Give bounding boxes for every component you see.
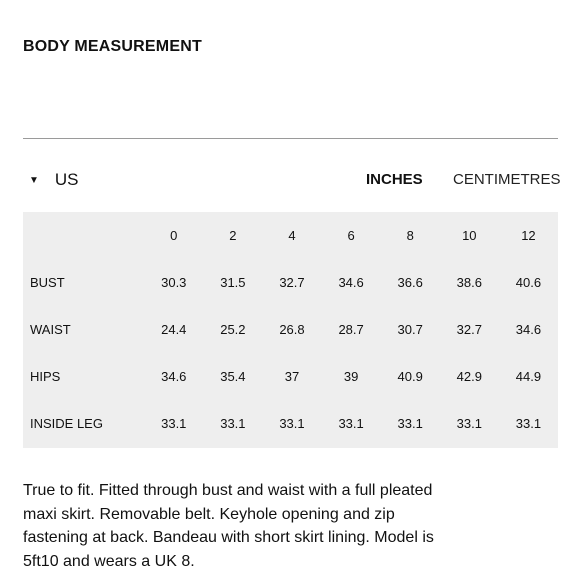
row-label: WAIST — [30, 322, 71, 337]
table-cell: 38.6 — [456, 275, 482, 290]
table-cell: 40.9 — [397, 369, 423, 384]
table-cell: 24.4 — [161, 322, 187, 337]
size-chart-controls — [23, 168, 561, 192]
table-cell: 33.1 — [397, 416, 423, 431]
size-header: 2 — [229, 228, 237, 243]
table-cell: 40.6 — [515, 275, 542, 290]
table-cell: 44.9 — [515, 369, 542, 384]
table-cell: 30.3 — [161, 275, 187, 290]
caret-down-icon: ▼ — [29, 174, 39, 186]
table-cell: 33.1 — [456, 416, 482, 431]
table-cell: 37 — [284, 369, 300, 384]
table-cell: 26.8 — [279, 322, 305, 337]
table-cell: 33.1 — [515, 416, 542, 431]
table-cell: 36.6 — [397, 275, 423, 290]
size-header: 0 — [170, 228, 178, 243]
region-label: US — [54, 170, 79, 189]
row-label: HIPS — [30, 369, 61, 384]
row-label: INSIDE LEG — [30, 416, 103, 431]
table-cell: 32.7 — [456, 322, 482, 337]
size-header: 6 — [347, 228, 355, 243]
table-cell: 42.9 — [456, 369, 482, 384]
size-table — [23, 212, 558, 448]
region-selector[interactable] — [23, 168, 79, 192]
table-row — [23, 353, 558, 400]
table-cell: 34.6 — [338, 275, 364, 290]
page-title: BODY MEASUREMENT — [23, 38, 202, 55]
row-label: BUST — [30, 275, 65, 290]
unit-inches-toggle[interactable]: INCHES — [366, 171, 423, 188]
corner-cell — [23, 212, 144, 259]
divider — [23, 138, 558, 139]
table-cell: 39 — [343, 369, 359, 384]
product-description: True to fit. Fitted through bust and waist with a full pleated maxi skirt. Removable belt. Keyhole opening and zip fastening at back. Bandeau with short skirt lining. Model is 5ft10 and wears a UK 8. — [23, 482, 434, 570]
table-header-row — [23, 212, 558, 259]
size-header: 12 — [521, 228, 536, 243]
table-cell: 33.1 — [338, 416, 364, 431]
table-cell: 25.2 — [220, 322, 246, 337]
table-cell: 33.1 — [220, 416, 246, 431]
table-cell: 33.1 — [161, 416, 187, 431]
table-cell: 34.6 — [515, 322, 542, 337]
table-cell: 35.4 — [220, 369, 246, 384]
table-cell: 31.5 — [220, 275, 246, 290]
table-cell: 33.1 — [279, 416, 305, 431]
size-header: 10 — [462, 228, 477, 243]
unit-centimetres-toggle[interactable]: CENTIMETRES — [453, 171, 561, 188]
size-header: 8 — [406, 228, 414, 243]
table-cell: 30.7 — [397, 322, 423, 337]
table-row — [23, 306, 558, 353]
table-cell: 32.7 — [279, 275, 305, 290]
table-row — [23, 259, 558, 306]
table-cell: 28.7 — [338, 322, 364, 337]
table-row — [23, 400, 558, 447]
table-cell: 34.6 — [161, 369, 187, 384]
size-header: 4 — [288, 228, 296, 243]
